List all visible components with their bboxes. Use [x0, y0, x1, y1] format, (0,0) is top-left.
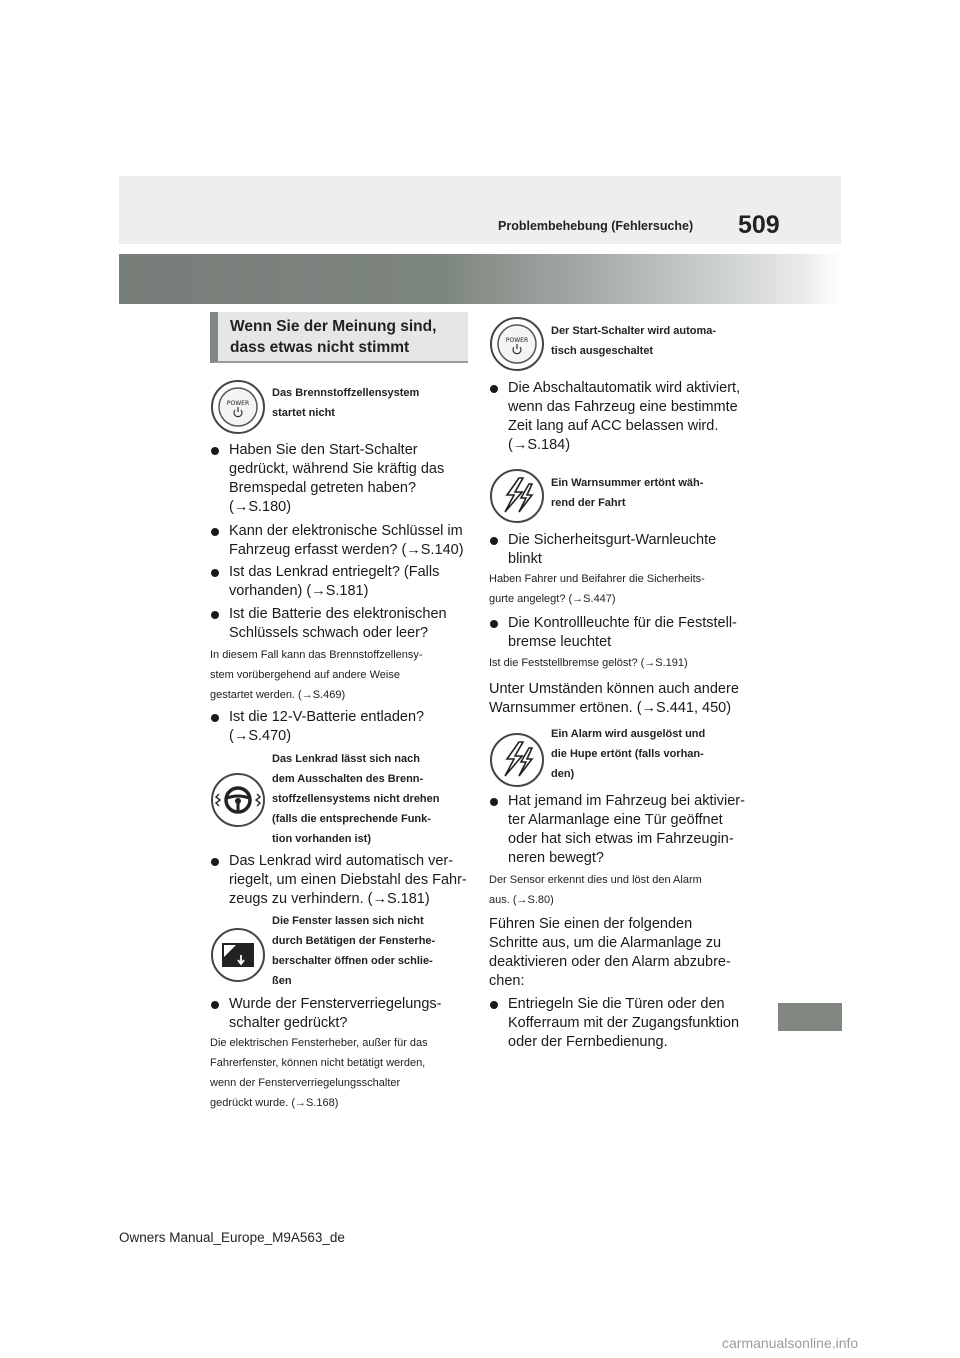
footer-text: Owners Manual_Europe_M9A563_de: [119, 1230, 345, 1245]
alarm-icon: [489, 732, 545, 788]
header-gradient-bar: [119, 254, 841, 304]
trouble-item-auto-off: [489, 316, 751, 376]
bullet-icon: [490, 798, 498, 806]
trouble-title: Das Lenkrad lässt sich nach dem Ausschalten des Brenn- stoffzellensystems nicht drehen (falls die entsprechende Funk- tion vorhanden ist): [272, 753, 440, 845]
note-text: Die elektrischen Fensterheber, außer für das Fahrerfenster, können nicht betätigt werden, wenn der Fensterverriegelungsschalter gedrückt wurde. (→S.168): [210, 1037, 428, 1109]
list-item: Ist das Lenkrad entriegelt? (Falls vorhanden) (→S.181): [210, 563, 472, 601]
trouble-title: Das Brennstoffzellensystem startet nicht: [272, 387, 420, 419]
page-number: 509: [738, 211, 780, 239]
trouble-item-buzzer: [489, 468, 751, 528]
section-title: Wenn Sie der Meinung sind, dass etwas nicht stimmt: [230, 318, 437, 356]
list-item: Ist die Batterie des elektronischen Schlüssels schwach oder leer?: [210, 605, 472, 643]
power-button-icon: [210, 379, 266, 435]
bullet-icon: [211, 1001, 219, 1009]
trouble-item-steering: [210, 750, 472, 850]
list-item: Ist die 12-V-Batterie entladen? (→S.470): [210, 708, 472, 746]
trouble-title: Der Start-Schalter wird automa- tisch ausgeschaltet: [551, 325, 717, 357]
trouble-item-window: [210, 912, 472, 992]
list-item: Die Abschaltautomatik wird aktiviert, wenn das Fahrzeug eine bestimmte Zeit lang auf ACC belassen wird. (→S.184): [489, 379, 751, 455]
trouble-title: Ein Alarm wird ausgelöst und die Hupe ertönt (falls vorhan- den): [551, 728, 706, 780]
trouble-item-start: [210, 379, 470, 439]
list-item: Haben Sie den Start-Schalter gedrückt, während Sie kräftig das Bremspedal getreten haben? (→S.180): [210, 441, 472, 517]
watermark: carmanualsonline.info: [722, 1335, 859, 1351]
list-item: Wurde der Fensterverriegelungs- schalter gedrückt?: [210, 995, 472, 1033]
note-text: In diesem Fall kann das Brennstoffzellensy- stem vorübergehend auf andere Weise gestartet werden. (→S.469): [210, 649, 423, 701]
note-text: Haben Fahrer und Beifahrer die Sicherheits- gurte angelegt? (→S.447): [489, 573, 705, 605]
steering-lock-icon: [210, 772, 266, 828]
header-band: [119, 176, 841, 244]
trouble-item-alarm: [489, 722, 751, 792]
power-label: POWER: [226, 400, 250, 407]
bullet-icon: [490, 537, 498, 545]
list-item: Die Kontrollleuchte für die Feststell- bremse leuchtet: [489, 614, 751, 652]
paragraph: Unter Umständen können auch andere Warnsummer ertönen. (→S.441, 450): [489, 681, 739, 716]
bullet-icon: [211, 569, 219, 577]
bullet-icon: [490, 620, 498, 628]
bullet-icon: [211, 611, 219, 619]
paragraph: Führen Sie einen der folgenden Schritte aus, um die Alarmanlage zu deaktivieren oder den Alarm abzubre- chen:: [489, 916, 731, 989]
note-text: Der Sensor erkennt dies und löst den Alarm aus. (→S.80): [489, 874, 702, 906]
header-title: Problembehebung (Fehlersuche): [498, 219, 694, 233]
bullet-icon: [211, 714, 219, 722]
list-item: Entriegeln Sie die Türen oder den Kofferraum mit der Zugangsfunktion oder der Fernbedienung.: [489, 995, 751, 1052]
bullet-icon: [490, 1001, 498, 1009]
chapter-tab: [778, 1003, 842, 1031]
window-switch-icon: [210, 927, 266, 983]
bullet-icon: [211, 447, 219, 455]
warning-buzzer-icon: [489, 468, 545, 524]
list-item: Die Sicherheitsgurt-Warnleuchte blinkt: [489, 531, 751, 569]
power-label: POWER: [505, 337, 529, 344]
trouble-title: Ein Warnsummer ertönt wäh- rend der Fahrt: [551, 477, 704, 509]
bullet-icon: [211, 528, 219, 536]
bullet-icon: [490, 385, 498, 393]
section-heading: [210, 312, 468, 363]
power-button-icon: [489, 316, 545, 372]
list-item: Kann der elektronische Schlüssel im Fahrzeug erfasst werden? (→S.140): [210, 522, 472, 560]
note-text: Ist die Feststellbremse gelöst? (→S.191): [489, 657, 688, 669]
bullet-icon: [211, 858, 219, 866]
list-item: Hat jemand im Fahrzeug bei aktivier- ter Alarmanlage eine Tür geöffnet oder hat sich etwas im Fahrzeugin- neren bewegt?: [489, 792, 751, 868]
trouble-title: Die Fenster lassen sich nicht durch Betätigen der Fensterhe- berschalter öffnen oder schlie- ßen: [272, 915, 436, 987]
list-item: Das Lenkrad wird automatisch ver- riegelt, um einen Diebstahl des Fahr- zeugs zu verhindern. (→S.181): [210, 852, 472, 909]
